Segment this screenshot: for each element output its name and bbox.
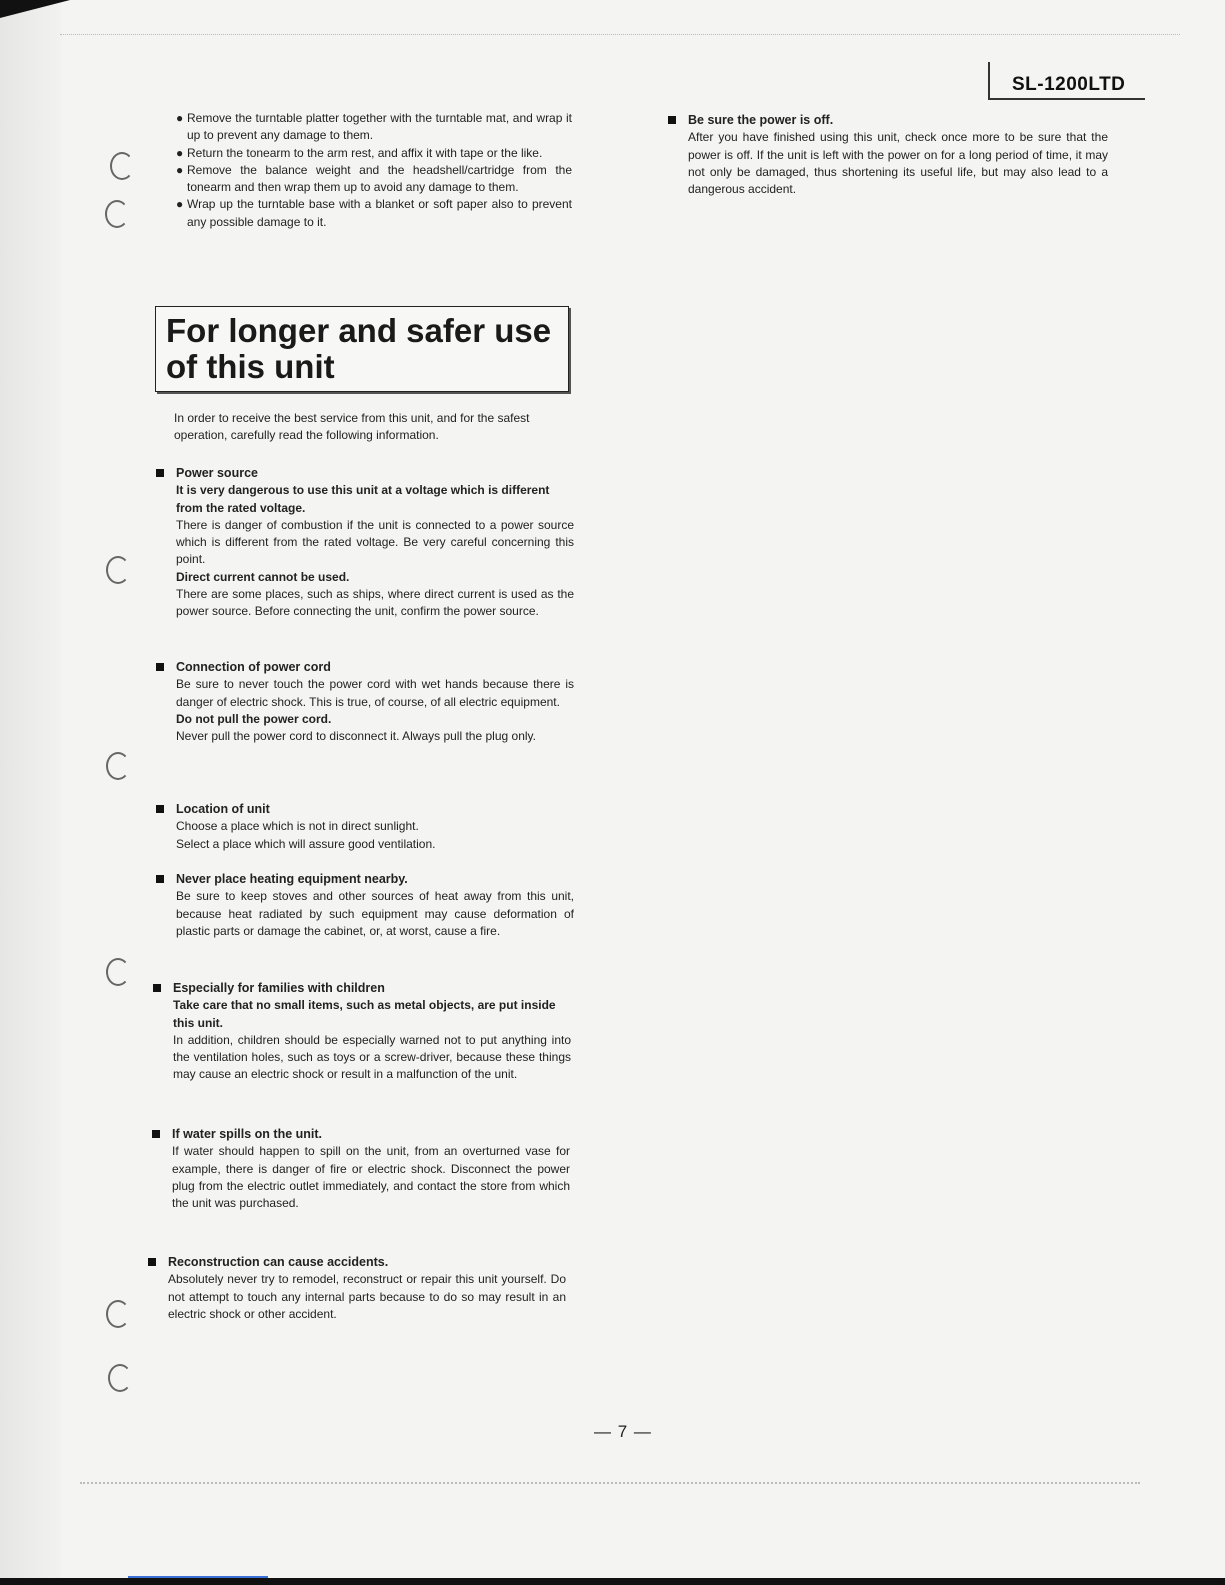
body-text: If water should happen to spill on the unit, from an overturned vase for example, there is danger of fire or electric shock. Disconnect the power plug from the electric outlet immediately, and contact the store from which the unit was purchased. [172, 1144, 570, 1211]
top-scan-line [60, 34, 1180, 35]
section-bullet [152, 1130, 160, 1138]
warning-text: Take care that no small items, such as metal objects, are put inside this unit. [173, 998, 556, 1030]
warning-text: It is very dangerous to use this unit at a voltage which is different from the rated voltage. [176, 483, 550, 515]
page-number: — 7 — [594, 1422, 652, 1441]
body-text: In addition, children should be especially warned not to put anything into the ventilation holes, such as toys or a screw-driver, because these things may cause an electric shock or result in a malfunction of the unit. [173, 1032, 571, 1082]
section-bullet [156, 469, 164, 477]
body-text: There are some places, such as ships, where direct current is used as the power source. Before connecting the unit, confirm the power source. [176, 587, 574, 619]
packing-step: ● Wrap up the turntable base with a blanket or soft paper also to prevent any possible damage to it. [176, 197, 572, 229]
binder-hole [106, 958, 130, 986]
section-title: Connection of power cord [176, 660, 331, 674]
binder-hole [106, 752, 130, 780]
body-text: There is danger of combustion if the unit is connected to a power source which is different from the rated voltage. Be very careful concerning this point. [176, 517, 574, 567]
bottom-accent [128, 1576, 268, 1578]
section-title: Be sure the power is off. [688, 113, 834, 127]
reconstruction-section [168, 1254, 566, 1323]
corner-mark [0, 0, 70, 18]
intro-paragraph: In order to receive the best service from this unit, and for the safest operation, carefully read the following information. [174, 411, 530, 443]
section-title: Reconstruction can cause accidents. [168, 1255, 389, 1269]
children-section [173, 980, 571, 1084]
binder-hole [105, 200, 129, 228]
scan-shadow [0, 0, 62, 1585]
body-text: Choose a place which is not in direct sunlight. [176, 819, 419, 834]
section-heading-box [155, 306, 569, 392]
section-title: Never place heating equipment nearby. [176, 872, 408, 886]
body-text: Be sure to never touch the power cord with wet hands because there is danger of electric shock. This is true, of course, of all electric equipment. [176, 677, 574, 709]
section-bullet [668, 116, 676, 124]
binder-hole [106, 1300, 130, 1328]
section-title: If water spills on the unit. [172, 1127, 323, 1141]
packing-step: ● Remove the balance weight and the headshell/cartridge from the tonearm and then wrap them up to avoid any damage to them. [176, 162, 572, 195]
bottom-scan-line [80, 1482, 1140, 1484]
section-bullet [153, 984, 161, 992]
section-title: Especially for families with children [173, 981, 385, 995]
section-bullet [156, 875, 164, 883]
warning-text: Do not pull the power cord. [176, 711, 332, 726]
section-bullet [148, 1258, 156, 1266]
power-source-section [176, 465, 574, 621]
water-section [172, 1126, 570, 1212]
section-title: Location of unit [176, 802, 270, 816]
body-text: Never pull the power cord to disconnect it. Always pull the plug only. [176, 729, 536, 744]
section-bullet [156, 663, 164, 671]
power-cord-section [176, 659, 574, 745]
packing-step: ● Remove the turntable platter together with the turntable mat, and wrap it up to prevent any damage to them. [176, 111, 572, 143]
binder-hole [110, 152, 134, 180]
packing-step: ● Return the tonearm to the arm rest, and affix it with tape or the like. [176, 145, 543, 160]
body-text: Select a place which will assure good ventilation. [176, 836, 436, 851]
heating-section [176, 871, 574, 940]
body-text: Absolutely never try to remodel, reconstruct or repair this unit yourself. Do not attempt to touch any internal parts because to do so may result in an electric shock or other accident. [168, 1272, 566, 1321]
section-bullet [156, 805, 164, 813]
location-section [176, 801, 574, 853]
power-off-section [688, 112, 1108, 198]
binder-hole [108, 1364, 132, 1392]
warning-text: Direct current cannot be used. [176, 569, 350, 584]
body-text: Be sure to keep stoves and other sources of heat away from this unit, because heat radiated by such equipment may cause deformation of plastic parts or damage the cabinet, or, at worst, cause a fire. [176, 889, 574, 938]
binder-hole [106, 556, 130, 584]
section-heading: For longer and safer use of this unit [166, 312, 552, 385]
body-text: After you have finished using this unit, check once more to be sure that the power is off. If the unit is left with the power on for a long period of time, it may not only be damaged, thus shortening its useful life, but may also lead to a dangerous accident. [688, 130, 1108, 197]
section-title: Power source [176, 466, 258, 480]
model-number: SL-1200LTD [1012, 74, 1126, 95]
packing-steps [174, 110, 572, 231]
bottom-edge [0, 1578, 1225, 1585]
